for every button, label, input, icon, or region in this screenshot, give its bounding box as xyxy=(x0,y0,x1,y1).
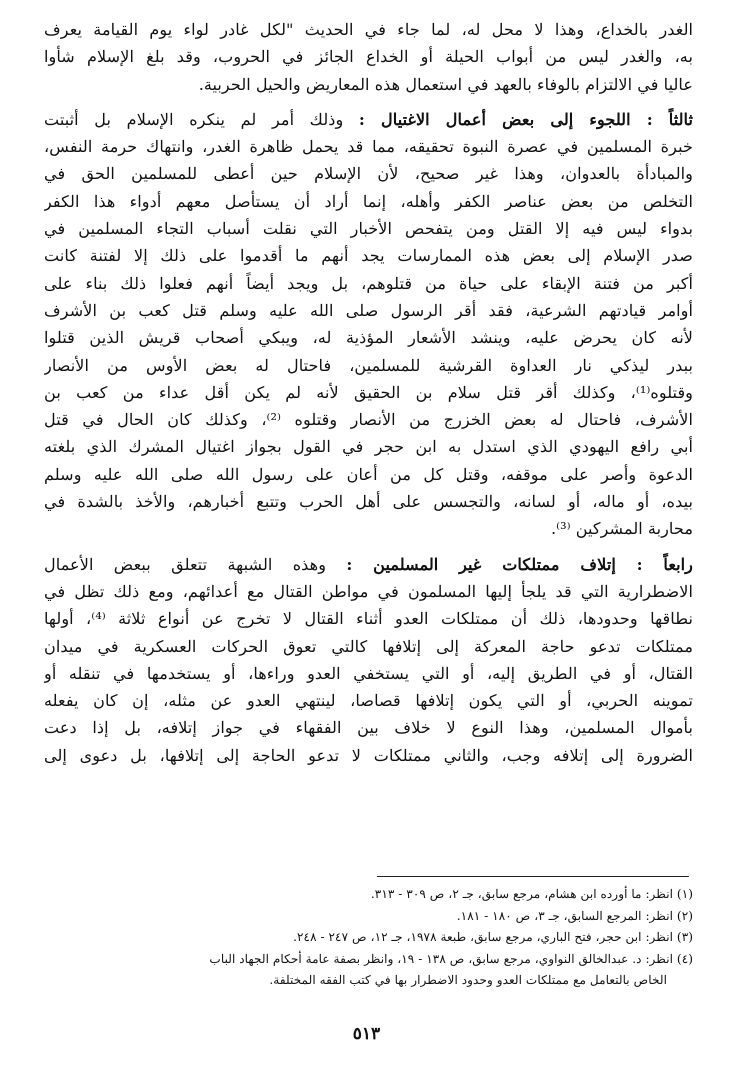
text-fragment: وهذه الشبهة تتعلق ببعض الأعمال xyxy=(44,554,327,574)
text-line: بدواء ليس فيه إلا القتل ومن يتفحص الأخبار التي نقلت أسباب التجاء المسلمين في xyxy=(44,219,693,239)
text-line: تموينه الحربي، أو التي يكون إتلافها قصاصا، لينتهي العدو عن مثله، إن كان يفعله xyxy=(44,691,693,711)
text-line: الغدر بالخداع، وهذا لا محل له، لما جاء في الحديث "لكل غادر لواء يوم القيامة يعرف xyxy=(44,20,693,39)
text-line: لأنه كان يحرض عليه، وينشد الأشعار المؤذية له، ويبكي أصحاب قريش الذين قتلوا xyxy=(44,328,693,348)
text-line: أوامر قيادتهم الشرعية، فقد أقر الرسول صلى الله عليه وسلم قتل كعب بن الأشرف xyxy=(44,300,693,320)
footnotes xyxy=(46,884,693,992)
footnote-1: (١) انظر: ما أورده ابن هشام، مرجع سابق، جـ ٢، ص ٣٠٩ - ٣١٣. xyxy=(370,887,693,901)
text-line: أكبر من فتنة الإبقاء على حياة من قتلوهم، بل ويجد أيضاً أنهم فعلوا ذلك بناء على xyxy=(44,273,693,293)
main-text xyxy=(44,16,693,769)
text-line: التخلص من بعض عناصر الكفر وأهله، إنما أراد أن يستأصل معهم أدواء هذا الكفر xyxy=(44,191,693,211)
section-heading-property-destruction: رابعاً : إتلاف ممتلكات غير المسلمين : xyxy=(346,554,693,574)
text-line: والمبادأة بالعدوان، وهذا غير صحيح، لأن الإسلام حين أعطى للمسلمين الحق في xyxy=(44,164,693,184)
text-line: خبرة المسلمين في عصرة النبوة تحقيقه، مما قد يحمل ظاهرة الغدر، وانتهاك حرمة النفس، xyxy=(44,137,693,157)
text-line: صدر الإسلام إلى بعض هذه الممارسات يجد أنهم ما أقدموا على ذلك إلا لفتنة كانت xyxy=(44,246,693,266)
text-line: ممتلكات تدعو حاجة المعركة إلى إتلافها كالتي تعوق الحركات العسكرية في ميدان xyxy=(44,636,693,656)
text-line: الاضطرارية التي قد يلجأ إليها المسلمون في مواطن القتال مع أعدائهم، ومع ذلك تظل في xyxy=(44,581,693,601)
text-line: الضرورة إلى إتلافه وجب، والثاني ممتلكات لا تدعو الحاجة إلى إتلافها، بل دعوى إلى xyxy=(44,745,693,765)
text-line: بيده، أو ماله، أو لسانه، والتجسس على أهل الحرب وتتبع أخبارهم، والأخذ بالشدة في xyxy=(44,492,693,512)
text-line: ببدر ليذكي نار العداوة القرشية للمسلمين، فاحتال له بعض الأوس من الأنصار xyxy=(44,355,693,375)
page-number: ٥١٣ xyxy=(352,1024,381,1044)
text-line: به، والغدر ليس من أبواب الحيلة أو الخداع الجائز في الحروب، وقد بلغ الإسلام شأوا xyxy=(44,47,693,67)
text-line: نطاقها وحدودها، ذلك أن ممتلكات العدو أثناء القتال لا تخرج عن أنواع ثلاثة ⁽⁴⁾، أولها xyxy=(44,609,693,629)
text-line: أبي رافع اليهودي الذي استدل به ابن حجر في القول بجواز اغتيال المشرك الذي بلغته xyxy=(44,437,693,457)
footnote-3: (٣) انظر: ابن حجر، فتح الباري، مرجع سابق، طبعة ١٩٧٨، جـ ١٢، ص ٢٤٧ - ٢٤٨. xyxy=(293,930,693,944)
text-line: عاليا في الالتزام بالوفاء بالعهد في استعمال هذه المعاريض والحيل الحربية. xyxy=(198,74,693,94)
text-line: الأشرف، فاحتال له بعض الخزرج من الأنصار وقتلوه ⁽²⁾، وكذلك كان الحال في قتل xyxy=(44,410,693,430)
text-line: محاربة المشركين ⁽³⁾. xyxy=(550,519,693,539)
text-line: وقتلوه⁽¹⁾، وكذلك أقر قتل سلام بن الحقيق لأنه لم يكن أقل عداء من كعب بن xyxy=(44,382,693,402)
footnote-4-continuation: الخاص بالتعامل مع ممتلكات العدو وحدود الاضطرار بها في كتب الفقه المختلفة. xyxy=(269,973,667,987)
footnote-2: (٢) انظر: المرجع السابق، جـ ٣، ص ١٨٠ - ١٨١. xyxy=(456,908,693,923)
text-line: القتال، أو في الطريق إليه، أو التي يستخفي العدو وراءها، أو يستخدمها في تنقله أو xyxy=(44,663,693,683)
footnote-divider xyxy=(377,876,689,877)
text-fragment: وذلك أمر لم ينكره الإسلام بل أثبتت xyxy=(44,109,344,129)
text-line: الدعوة وأصر على موقفه، وقتل كل من أعان على رسول الله صلى الله عليه وسلم xyxy=(44,464,693,484)
footnote-4: (٤) انظر: د. عبدالخالق النواوي، مرجع سابق، ص ١٣٨ - ١٩، وانظر بصفة عامة أحكام الجهاد الباب xyxy=(209,951,693,966)
section-heading-line xyxy=(44,551,693,578)
text-line: بأموال المسلمين، وهذا النوع لا خلاف بين الفقهاء في جواز إتلافه، بل إذا دعت xyxy=(44,718,693,738)
section-heading-assassination: ثالثاً : اللجوء إلى بعض أعمال الاغتيال : xyxy=(358,109,693,129)
section-heading-line xyxy=(44,106,693,133)
